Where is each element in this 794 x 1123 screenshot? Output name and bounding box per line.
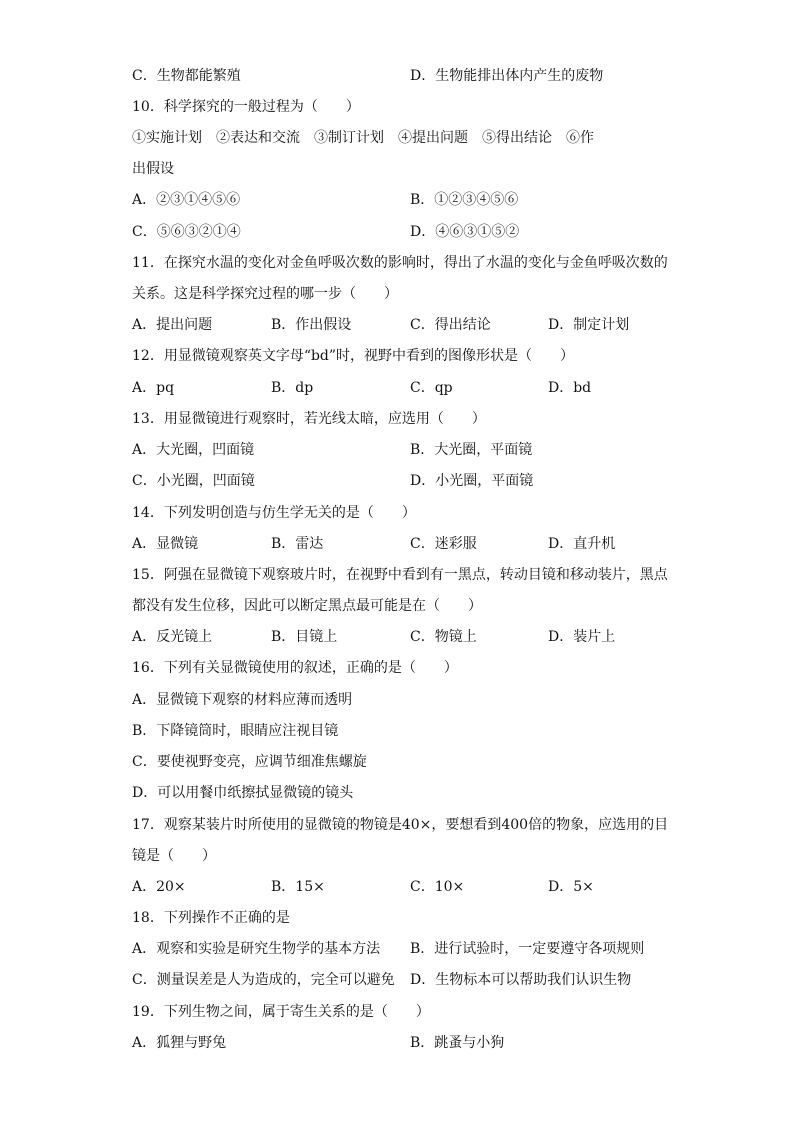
q13-stem: 13．用显微镜进行观察时，若光线太暗，应选用（ ） <box>132 411 486 427</box>
option-a: A．狐狸与野兔 <box>132 1035 227 1051</box>
q16-option-d: D．可以用餐巾纸擦拭显微镜的镜头 <box>132 785 354 801</box>
option-a: A．pq <box>132 380 175 396</box>
option-d: D．bd <box>548 380 592 396</box>
option-d: D．④⑥③①⑤② <box>410 224 520 240</box>
option-c: C．得出结论 <box>410 317 491 333</box>
option-a: A．20× <box>132 879 186 895</box>
option-d: D．装片上 <box>548 629 616 645</box>
q14-stem: 14．下列发明创造与仿生学无关的是（ ） <box>132 505 416 521</box>
q18-stem: 18．下列操作不正确的是 <box>132 910 290 926</box>
q19-stem: 19．下列生物之间，属于寄生关系的是（ ） <box>132 1004 430 1020</box>
option-c: C．迷彩服 <box>410 536 477 552</box>
q17-stem: 17．观察某装片时所使用的显微镜的物镜是40×，要想看到400倍的物象，应选用的目 <box>132 817 669 833</box>
option-b: B．跳蚤与小狗 <box>410 1035 505 1051</box>
option-a: A．反光镜上 <box>132 629 213 645</box>
q16-option-b: B．下降镜筒时，眼睛应注视目镜 <box>132 723 339 739</box>
q17-stem-cont: 镜是（ ） <box>132 848 216 864</box>
option-a: A．大光圈，凹面镜 <box>132 442 255 458</box>
q15-stem: 15．阿强在显微镜下观察玻片时，在视野中看到有一黑点，转动目镜和移动装片，黑点 <box>132 567 668 583</box>
q16-stem: 16．下列有关显微镜使用的叙述，正确的是（ ） <box>132 660 458 676</box>
q10-steps-cont: 出假设 <box>132 161 174 177</box>
option-a: A．观察和实验是研究生物学的基本方法 <box>132 941 381 957</box>
q12-stem: 12．用显微镜观察英文字母“bd”时，视野中看到的图像形状是（ ） <box>132 348 575 364</box>
option-b: B．15× <box>271 879 325 895</box>
option-c: C．生物都能繁殖 <box>132 68 241 84</box>
option-d: D．制定计划 <box>548 317 630 333</box>
option-c: C．qp <box>410 380 453 396</box>
option-d: D．5× <box>548 879 594 895</box>
q10-stem: 10．科学探究的一般过程为（ ） <box>132 99 360 115</box>
option-a: A．②③①④⑤⑥ <box>132 192 241 208</box>
option-c: C．物镜上 <box>410 629 477 645</box>
option-a: A．提出问题 <box>132 317 213 333</box>
option-d: D．生物能排出体内产生的废物 <box>410 68 604 84</box>
option-c: C．小光圈，凹面镜 <box>132 473 255 489</box>
option-b: B．作出假设 <box>271 317 352 333</box>
option-d: D．生物标本可以帮助我们认识生物 <box>410 972 632 988</box>
option-c: C．⑤⑥③②①④ <box>132 224 241 240</box>
q16-option-c: C．要使视野变亮，应调节细准焦螺旋 <box>132 754 367 770</box>
q15-stem-cont: 都没有发生位移，因此可以断定黑点最可能是在（ ） <box>132 598 482 614</box>
q11-stem-cont: 关系。这是科学探究过程的哪一步（ ） <box>132 286 398 302</box>
option-b: B．进行试验时，一定要遵守各项规则 <box>410 941 645 957</box>
option-b: B．目镜上 <box>271 629 338 645</box>
option-b: B．dp <box>271 380 314 396</box>
option-b: B．大光圈，平面镜 <box>410 442 533 458</box>
option-b: B．①②③④⑤⑥ <box>410 192 519 208</box>
option-d: D．直升机 <box>548 536 616 552</box>
option-d: D．小光圈，平面镜 <box>410 473 534 489</box>
option-c: C．测量误差是人为造成的，完全可以避免 <box>132 972 395 988</box>
option-a: A．显微镜 <box>132 536 199 552</box>
q16-option-a: A．显微镜下观察的材料应薄而透明 <box>132 692 353 708</box>
q10-steps: ①实施计划 ②表达和交流 ③制订计划 ④提出问题 ⑤得出结论 ⑥作 <box>132 130 594 146</box>
option-c: C．10× <box>410 879 465 895</box>
option-b: B．雷达 <box>271 536 324 552</box>
q11-stem: 11．在探究水温的变化对金鱼呼吸次数的影响时，得出了水温的变化与金鱼呼吸次数的 <box>132 255 668 271</box>
